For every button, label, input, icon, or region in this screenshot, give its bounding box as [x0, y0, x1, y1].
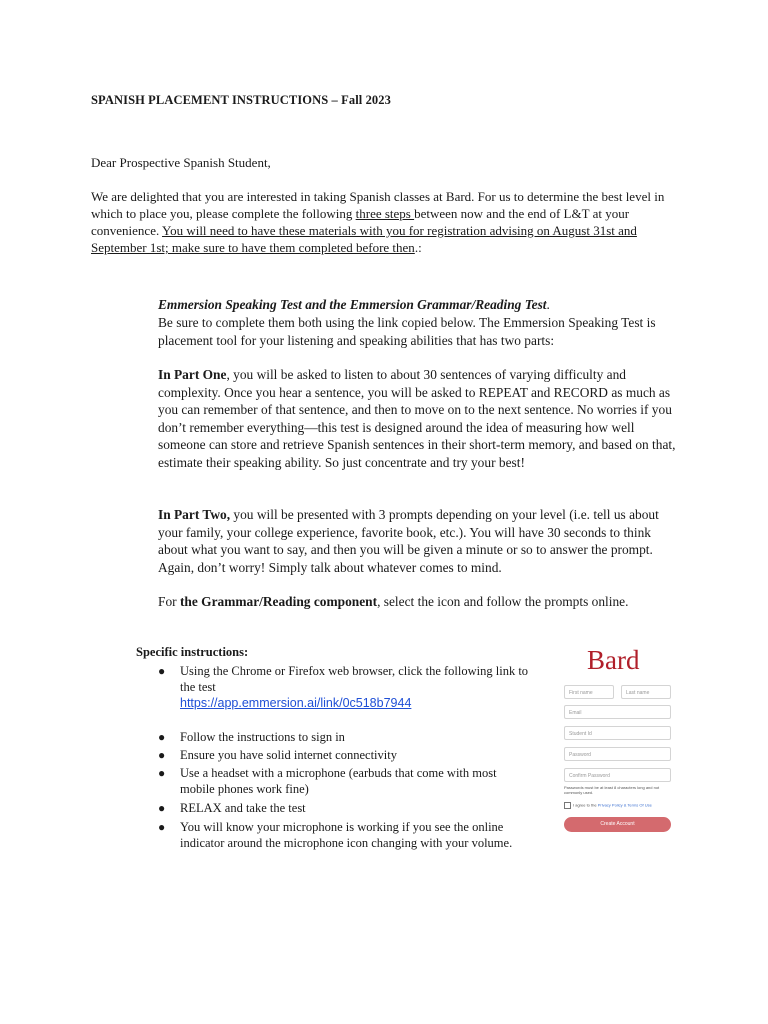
grammar-text: , select the icon and follow the prompts online. [377, 594, 629, 609]
section-heading-text: Emmersion Speaking Test and the Emmersion Grammar/Reading Test [158, 297, 547, 312]
grammar-paragraph [158, 593, 678, 611]
checkbox-icon [564, 802, 571, 809]
grammar-pre: For [158, 594, 180, 609]
bullet-icon: ● [158, 801, 166, 815]
section-heading-end: . [546, 297, 550, 312]
list-item-text: Ensure you have solid internet connectivity [180, 748, 397, 762]
password-note: Passwords must be at least 8 characters long and not commonly used. [564, 785, 660, 795]
document-title: SPANISH PLACEMENT INSTRUCTIONS – Fall 2023 [91, 93, 391, 107]
list-item-text [180, 663, 530, 711]
part-one-text: , you will be asked to listen to about 30 sentences of varying difficulty and complexity. Once you hear a sentence, you will be asked to REPEAT and RECORD as much as you can remember of that sentence, and then to move on to the next sentence. No worries if you don’t remember everything—this test is designed around the idea of measuring how well someone can store and retrieve Spanish sentences in their short-term memory, and based on that, estimate their speaking ability. So just concentrate and try your best! [158, 367, 676, 470]
last-name-field: Last name [621, 685, 671, 699]
intro-underline-2: You will need to have these materials with you for registration advising on August 31st and September 1st; make sure to have them completed before then [91, 223, 637, 255]
part-one-paragraph [158, 366, 678, 471]
intro-text-1: We are delighted that you are interested in taking Spanish classes at Bard. For us to determine the best level in which to place you, please complete the following [91, 189, 665, 221]
bard-logo: Bard [587, 645, 640, 675]
section-heading [158, 296, 678, 314]
bullet-icon: ● [158, 766, 166, 780]
email-field: Email [564, 705, 671, 719]
intro-text-3: .: [414, 240, 422, 255]
part-two-label: In Part Two, [158, 507, 231, 522]
first-name-field: First name [564, 685, 614, 699]
part-one-label: In Part One [158, 367, 227, 382]
intro-paragraph [91, 188, 691, 256]
confirm-password-field: Confirm Password [564, 768, 671, 782]
bullet-icon: ● [158, 820, 166, 834]
intro-underline-1: three steps [355, 206, 415, 221]
agree-terms [564, 802, 652, 809]
password-field: Password [564, 747, 671, 761]
part-two-text: you will be presented with 3 prompts depending on your level (i.e. tell us about your family, your college experience, favorite book, etc.). You will have 30 seconds to think about what you want to say, and then you will be given a minute or so to answer the prompt. Again, don’t worry! Simply talk about whatever comes to mind. [158, 507, 659, 575]
section-lead: Be sure to complete them both using the link copied below. The Emmersion Speaking Test is placement tool for your listening and speaking abilities that has two parts: [158, 315, 656, 348]
list-item-text: Follow the instructions to sign in [180, 730, 345, 744]
bullet-icon: ● [158, 748, 166, 762]
bullet1-text: Using the Chrome or Firefox web browser, click the following link to the test [180, 664, 529, 694]
policy-link: Privacy Policy & Terms Of Use [597, 802, 652, 808]
list-item-text: Use a headset with a microphone (earbuds that come with most mobile phones work fine) [180, 766, 497, 796]
part-two-paragraph [158, 506, 678, 576]
list-item-text: RELAX and take the test [180, 801, 306, 815]
agree-prefix: I agree to the [573, 802, 598, 808]
bullet-icon: ● [158, 664, 166, 678]
create-account-button: Create Account [564, 817, 671, 832]
specific-instructions-title: Specific instructions: [136, 645, 249, 659]
student-id-field: Student Id [564, 726, 671, 740]
intro-text-2: between now and the end of L&T at your convenience. [91, 206, 630, 238]
test-link[interactable]: https://app.emmersion.ai/link/0c518b7944 [180, 696, 412, 710]
grammar-label: the Grammar/Reading component [179, 594, 378, 609]
registration-card-image [560, 645, 678, 835]
bullet-icon: ● [158, 730, 166, 744]
list-item-text: You will know your microphone is working if you see the online indicator around the microphone icon changing with your volume. [180, 820, 513, 850]
greeting: Dear Prospective Spanish Student, [91, 155, 271, 170]
